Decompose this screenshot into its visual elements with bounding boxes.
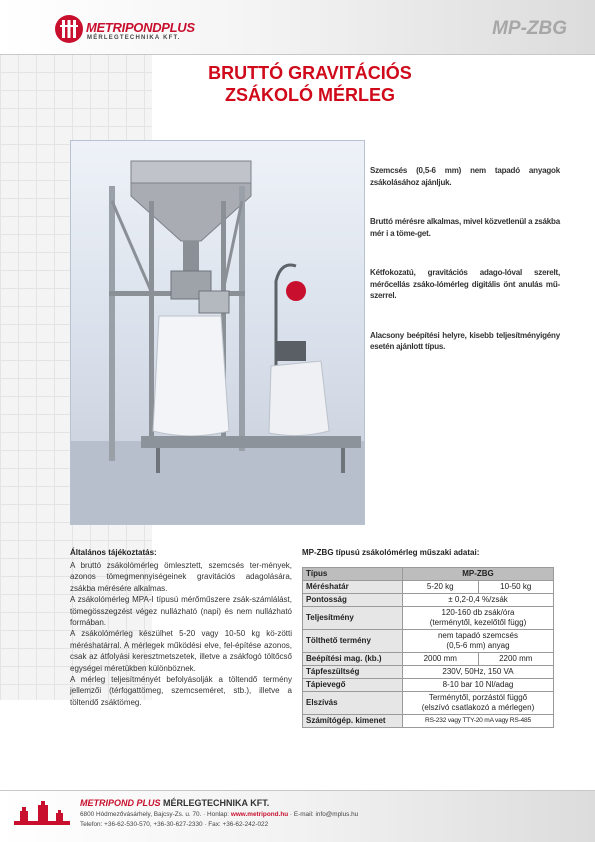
info-paragraph: A bruttó zsákolómérleg ömlesztett, szemcsés ter-mények, azonos tömegmennyiségeinek gravitációs adagolására, zsákba mérésére alkalmas. (70, 561, 292, 593)
feature-item: Alacsony beépítési helyre, kisebb teljesítményigény esetén ajánlott típus. (370, 330, 560, 351)
footer-address: 6800 Hódmezővásárhely, Bajcsy-Zs. u. 70. · Honlap: (80, 811, 230, 818)
table-row (303, 653, 554, 666)
company-subtitle: MÉRLEGTECHNIKA KFT. (87, 35, 181, 41)
info-paragraph: A mérleg teljesítményét befolyásolják a töltendő termény jellemzői (térfogattömeg, szemcseméret, stb.), illetve a töltendő zsáktömeg. (70, 675, 292, 707)
spec-value-line: (0,5-6 mm) anyag (446, 641, 510, 650)
logo-mark-icon (54, 12, 84, 46)
page-header (0, 0, 595, 55)
feature-item: Bruttó mérésre alkalmas, mivel közvetlenül a zsákba mér i a töme-get. (370, 217, 560, 238)
page-title (150, 62, 470, 106)
feature-item: Szemcsés (0,5-6 mm) nem tapadó anyagok zsákolásához ajánljuk. (370, 166, 560, 187)
spec-label: Méréshatár (303, 581, 403, 594)
company-name: METRIPONDPLUS (86, 20, 195, 35)
table-row (303, 715, 554, 728)
spec-label: Típus (303, 568, 403, 581)
spec-value (403, 692, 554, 715)
table-row (303, 594, 554, 607)
bagging-scale-illustration (71, 141, 365, 525)
general-info-text (70, 560, 292, 708)
spec-label: Tápievegő (303, 679, 403, 692)
spec-value-line: 120-160 db zsák/óra (441, 608, 515, 617)
spec-value: 2000 mm (403, 653, 479, 666)
spec-value: 5-20 kg (403, 581, 479, 594)
spec-label: Pontosság (303, 594, 403, 607)
spec-value: ± 0,2-0,4 %/zsák (403, 594, 554, 607)
spec-label: Elszívás (303, 692, 403, 715)
spec-label: Tölthető termény (303, 630, 403, 653)
spec-value-line: (elszívó csatlakozó a mérlegen) (421, 703, 535, 712)
spec-value: 8-10 bar 10 Nl/adag (403, 679, 554, 692)
spec-value: 10-50 kg (478, 581, 554, 594)
spec-table (302, 567, 554, 728)
spec-value-line: (terménytől, kezelőtől függ) (429, 618, 527, 627)
title-line-2: ZSÁKOLÓ MÉRLEG (225, 85, 395, 105)
model-code: MP-ZBG (492, 18, 567, 39)
feature-list (370, 165, 560, 381)
spec-value-line: nem tapadó szemcsés (437, 631, 519, 640)
spec-value: RS-232 vagy TTY-20 mA vagy RS-485 (403, 715, 554, 728)
table-row (303, 666, 554, 679)
title-line-1: BRUTTÓ GRAVITÁCIÓS (208, 63, 412, 83)
spec-value (403, 607, 554, 630)
scale-weights-icon (12, 797, 72, 833)
footer-address-line (80, 811, 358, 818)
table-row (303, 568, 554, 581)
page-footer (0, 790, 595, 842)
spec-value: 2200 mm (478, 653, 554, 666)
info-paragraph: A zsákolómérleg készülhet 5-20 vagy 10-50 kg kö-zötti méréshatárral. A mérlegek működési elve, fel-építése azonos, csak az átfolyási keresztmetszetek, illetve a zsákfogó töltőcső egységei méretükben különböznek. (70, 629, 292, 673)
table-row (303, 581, 554, 594)
table-row (303, 679, 554, 692)
footer-phone-line: Telefon: +36-62-530-570, +36-30-627-2330 · Fax: +36-62-242-022 (80, 821, 269, 828)
company-logo (54, 12, 214, 46)
footer-email[interactable]: · E-mail: info@mplus.hu (289, 811, 359, 818)
spec-value (403, 630, 554, 653)
general-info-heading: Általános tájékoztatás: (70, 548, 157, 557)
website-link[interactable]: www.metripond.hu (230, 811, 289, 818)
spec-label: Teljesítmény (303, 607, 403, 630)
table-row (303, 692, 554, 715)
feature-item: Kétfokozatú, gravitációs adago-lóval szerelt, mérőcellás zsáko-lómérleg digitális önt anulás mű-szerrel. (370, 268, 560, 300)
spec-value: MP-ZBG (403, 568, 554, 581)
spec-table-heading: MP-ZBG típusú zsákolómérleg műszaki adatai: (302, 548, 480, 557)
spec-label: Beépítési mag. (kb.) (303, 653, 403, 666)
spec-value: 230V, 50Hz, 150 VA (403, 666, 554, 679)
footer-company-suffix: MÉRLEGTECHNIKA KFT. (163, 798, 270, 808)
footer-company-brand: METRIPOND PLUS (80, 798, 161, 808)
bagging-scale-photo (70, 140, 365, 525)
spec-value-line: Terménytől, porzástól függő (428, 693, 528, 702)
footer-company-name (80, 798, 269, 808)
spec-label: Számítógép. kimenet (303, 715, 403, 728)
spec-label: Tápfeszültség (303, 666, 403, 679)
table-row (303, 630, 554, 653)
info-paragraph: A zsákolómérleg MPA-I típusú mérőműszere zsák-számlálást, tömegösszegzést végez nullázható (napi) és nem nullázható formában. (70, 595, 292, 628)
table-row (303, 607, 554, 630)
